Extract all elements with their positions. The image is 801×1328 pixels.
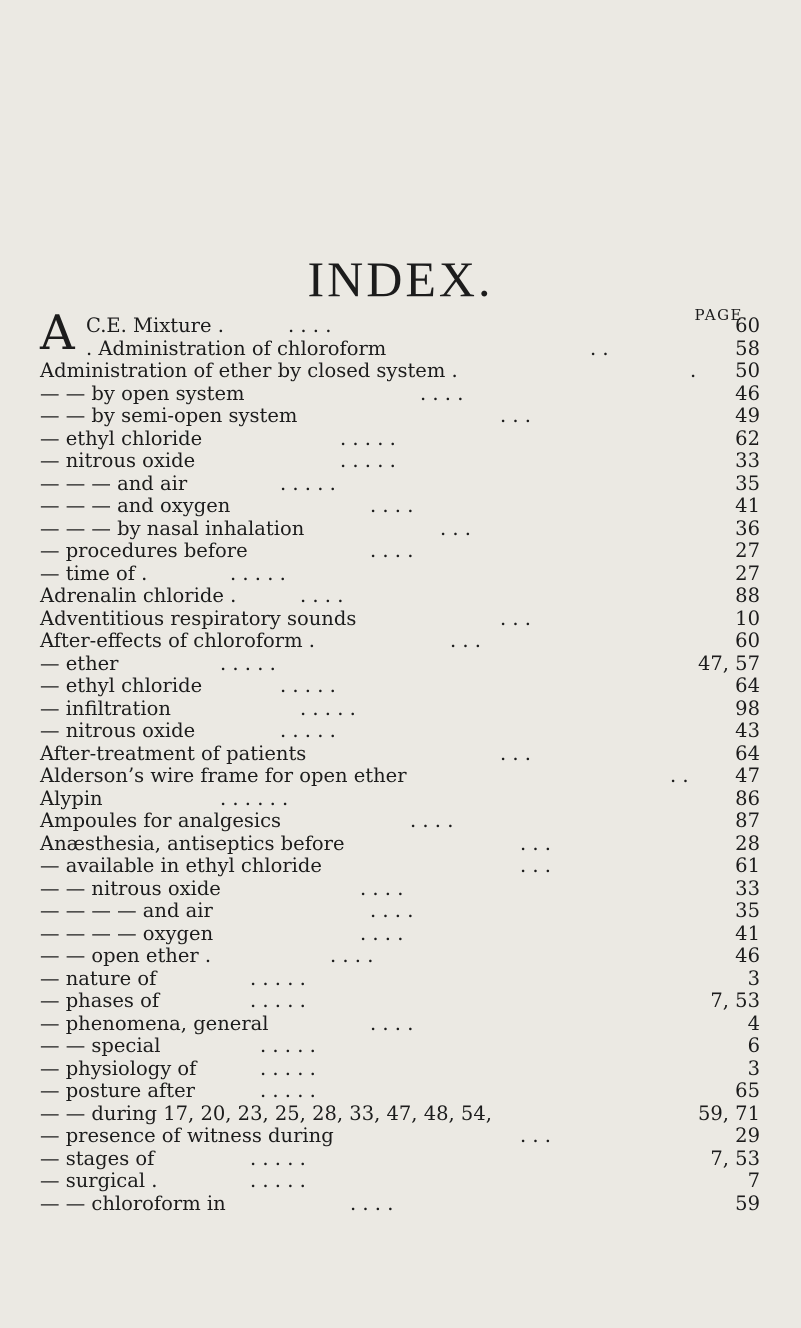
index-entry xyxy=(40,360,760,383)
index-entry xyxy=(40,968,760,991)
index-entry xyxy=(40,428,760,451)
index-entry-text: — ethyl chloride xyxy=(40,674,203,697)
index-entry xyxy=(40,743,760,766)
index-entry xyxy=(40,563,760,586)
index-entry-pages: 3 xyxy=(747,966,760,990)
leader-dots: . . . . . xyxy=(340,449,396,472)
leader-dots: . . . . . xyxy=(280,674,336,697)
index-entry-pages: 28 xyxy=(735,831,760,855)
index-entry-pages: 41 xyxy=(735,494,760,517)
index-entry xyxy=(40,788,760,811)
index-entry-text: — phenomena, general xyxy=(40,1011,269,1035)
index-entry xyxy=(40,1103,760,1126)
leader-dots: . . . xyxy=(520,854,551,877)
index-entry-pages: 27 xyxy=(735,539,760,562)
index-entry-pages: 50 xyxy=(735,359,760,382)
index-entry-pages: 35 xyxy=(735,899,760,922)
index-entry-text: Alderson’s wire frame for open ether xyxy=(40,764,407,787)
leader-dots: . . xyxy=(590,336,609,360)
leader-dots: . . . . . xyxy=(230,561,286,585)
index-entry-text: — nature of xyxy=(40,966,157,990)
index-entry-pages: 98 xyxy=(735,696,760,720)
index-entry-text: — available in ethyl chloride xyxy=(40,854,322,877)
leader-dots: . . . . . xyxy=(280,471,336,495)
index-entry xyxy=(40,765,760,788)
index-entry xyxy=(40,900,760,923)
index-entry-pages: 59, 71 xyxy=(697,1101,760,1125)
index-entry-text: Administration of ether by closed system . xyxy=(40,359,458,382)
index-entry-text: — — by semi-open system xyxy=(40,404,298,427)
index-entry-pages: 43 xyxy=(735,719,760,742)
index-entry-pages: 36 xyxy=(735,516,760,540)
index-entry-text: — stages of xyxy=(40,1146,155,1170)
leader-dots: . . . . . xyxy=(250,1169,306,1192)
leader-dots: . . . . . xyxy=(300,696,356,720)
index-entry xyxy=(40,923,760,946)
index-entry xyxy=(40,473,760,496)
index-entry-text: After-effects of chloroform . xyxy=(40,629,315,652)
index-entry-pages: 59 xyxy=(735,1191,760,1215)
leader-dots: . . . xyxy=(500,741,531,765)
index-entry-pages: 65 xyxy=(735,1079,760,1102)
index-entry-text: — physiology of xyxy=(40,1056,197,1080)
index-entry xyxy=(40,450,760,473)
index-entry xyxy=(40,720,760,743)
index-entry-pages: 86 xyxy=(735,786,760,810)
index-entry-pages: 33 xyxy=(735,449,760,472)
index-entry-pages: 29 xyxy=(735,1124,760,1147)
index-entry xyxy=(40,653,760,676)
index-entry-text: — — open ether . xyxy=(40,944,212,967)
index-entry-text: Adventitious respiratory sounds xyxy=(40,606,357,630)
leader-dots: . . . . xyxy=(420,381,464,405)
leader-dots: . . . . xyxy=(288,314,332,337)
leader-dots: . . . . xyxy=(370,1011,414,1035)
index-entry-pages: 47, 57 xyxy=(697,651,760,675)
index-entry-text: — ether xyxy=(40,651,119,675)
index-entry xyxy=(40,630,760,653)
leader-dots: . . . xyxy=(500,606,531,630)
leader-dots: . . . . . xyxy=(340,426,396,450)
leader-dots: . . . . xyxy=(360,876,404,900)
index-entry-text: — — — and oxygen xyxy=(40,494,231,517)
index-entry xyxy=(40,810,760,833)
index-entry-text: — surgical . xyxy=(40,1169,158,1192)
index-entry xyxy=(40,1013,760,1036)
index-entry-pages: 64 xyxy=(735,674,760,697)
index-entry-pages: 88 xyxy=(735,584,760,607)
index-entry xyxy=(40,585,760,608)
leader-dots: . . . . . xyxy=(250,989,306,1012)
index-entry-text: — phases of xyxy=(40,989,160,1012)
index-entry-text: Adrenalin chloride . xyxy=(40,584,237,607)
index-entry xyxy=(40,405,760,428)
index-entry-text: Anæsthesia, antiseptics before xyxy=(40,831,345,855)
index-entry-text: — presence of witness during xyxy=(40,1124,334,1147)
index-entry-pages: 47 xyxy=(735,764,760,787)
index-entry xyxy=(40,495,760,518)
index-entry xyxy=(40,1080,760,1103)
index-entry-text: After-treatment of patients xyxy=(40,741,307,765)
index-entry xyxy=(40,338,760,361)
index-entry xyxy=(40,675,760,698)
leader-dots: . . . . xyxy=(330,944,374,967)
leader-dots: . . . . . xyxy=(260,1079,316,1102)
index-entry-text: . Administration of chloroform xyxy=(86,336,387,360)
page-title: INDEX. xyxy=(307,251,494,307)
index-entry-pages: 46 xyxy=(735,381,760,405)
index-entry-text: — — by open system xyxy=(40,381,245,405)
leader-dots: . . . . xyxy=(300,584,344,607)
index-entry-pages: 60 xyxy=(735,314,760,337)
index-entry-pages: 10 xyxy=(735,606,760,630)
index-entry-text: — — — by nasal inhalation xyxy=(40,516,305,540)
index-entry-pages: 4 xyxy=(747,1011,760,1035)
index-entry-pages: 35 xyxy=(735,471,760,495)
index-entry xyxy=(40,990,760,1013)
leader-dots: . . . . . xyxy=(260,1056,316,1080)
index-entry-text: C.E. Mixture . xyxy=(86,314,224,337)
index-entry-text: — nitrous oxide xyxy=(40,449,196,472)
leader-dots: . . . . xyxy=(370,899,414,922)
index-entry xyxy=(40,855,760,878)
index-entry-pages: 7 xyxy=(747,1169,760,1192)
index-entry-text: Ampoules for analgesics xyxy=(40,809,282,832)
index-entry xyxy=(40,383,760,406)
index-entry-text: — — — — and air xyxy=(40,899,213,922)
index-entry-text: — posture after xyxy=(40,1079,195,1102)
index-entry-pages: 87 xyxy=(735,809,760,832)
index-entry xyxy=(40,1125,760,1148)
leader-dots: . . . . . xyxy=(280,719,336,742)
index-entry-text: — infiltration xyxy=(40,696,171,720)
index-entry xyxy=(40,1193,760,1216)
index-entry-pages: 7, 53 xyxy=(710,989,760,1012)
index-entry xyxy=(40,608,760,631)
leader-dots: . . . xyxy=(500,404,531,427)
index-entry xyxy=(40,518,760,541)
index-entry xyxy=(40,833,760,856)
index-entry-pages: 33 xyxy=(735,876,760,900)
leader-dots: . . . . xyxy=(370,539,414,562)
leader-dots: . . . xyxy=(450,629,481,652)
index-entry-text: — — during 17, 20, 23, 25, 28, 33, 47, 48, 54, xyxy=(40,1101,492,1125)
index-entry xyxy=(40,1148,760,1171)
index-entry-pages: 27 xyxy=(735,561,760,585)
index-entry xyxy=(40,1058,760,1081)
leader-dots: . . . . xyxy=(370,494,414,517)
index-entry-pages: 60 xyxy=(735,629,760,652)
index-entry-pages: 49 xyxy=(735,404,760,427)
leader-dots: . . . . xyxy=(410,809,454,832)
leader-dots: . . . . . xyxy=(220,651,276,675)
leader-dots: . . . xyxy=(520,1124,551,1147)
leader-dots: . . . . . xyxy=(250,966,306,990)
index-entry-pages: 3 xyxy=(747,1056,760,1080)
index-entry-pages: 6 xyxy=(747,1034,760,1057)
index-entry-text: — — chloroform in xyxy=(40,1191,226,1215)
leader-dots: . . . . . xyxy=(260,1034,316,1057)
index-entry-pages: 7, 53 xyxy=(710,1146,760,1170)
index-entry-text: — procedures before xyxy=(40,539,248,562)
index-entry xyxy=(40,540,760,563)
index-entry-pages: 61 xyxy=(735,854,760,877)
index-entry-text: — time of . xyxy=(40,561,148,585)
index-entry xyxy=(40,1035,760,1058)
index-entry-text: — nitrous oxide xyxy=(40,719,196,742)
index-entry-text: — — — — oxygen xyxy=(40,921,214,945)
index-entry-pages: 62 xyxy=(735,426,760,450)
index-entries xyxy=(40,305,760,1215)
index-entry-pages: 58 xyxy=(735,336,760,360)
index-entry xyxy=(40,878,760,901)
leader-dots: . . . . . . xyxy=(220,786,289,810)
index-entry-text: — ethyl chloride xyxy=(40,426,203,450)
index-entry xyxy=(40,698,760,721)
leader-dots: . . . . . xyxy=(250,1146,306,1170)
leader-dots: . . xyxy=(670,764,689,787)
drop-cap: A xyxy=(40,305,75,361)
leader-dots: . . . xyxy=(520,831,551,855)
index-entry-pages: 64 xyxy=(735,741,760,765)
leader-dots: . xyxy=(690,359,697,382)
index-entry xyxy=(40,945,760,968)
page-column-header: PAGE xyxy=(694,306,743,324)
index-entry-text: Alypin xyxy=(40,786,103,810)
index-entry xyxy=(40,1170,760,1193)
index-entry-pages: 41 xyxy=(735,921,760,945)
index-entry-text: — — special xyxy=(40,1034,161,1057)
leader-dots: . . . . xyxy=(350,1191,394,1215)
index-entry-text: — — nitrous oxide xyxy=(40,876,221,900)
index-entry-pages: 46 xyxy=(735,944,760,967)
index-entry-text: — — — and air xyxy=(40,471,188,495)
leader-dots: . . . xyxy=(440,516,471,540)
leader-dots: . . . . xyxy=(360,921,404,945)
